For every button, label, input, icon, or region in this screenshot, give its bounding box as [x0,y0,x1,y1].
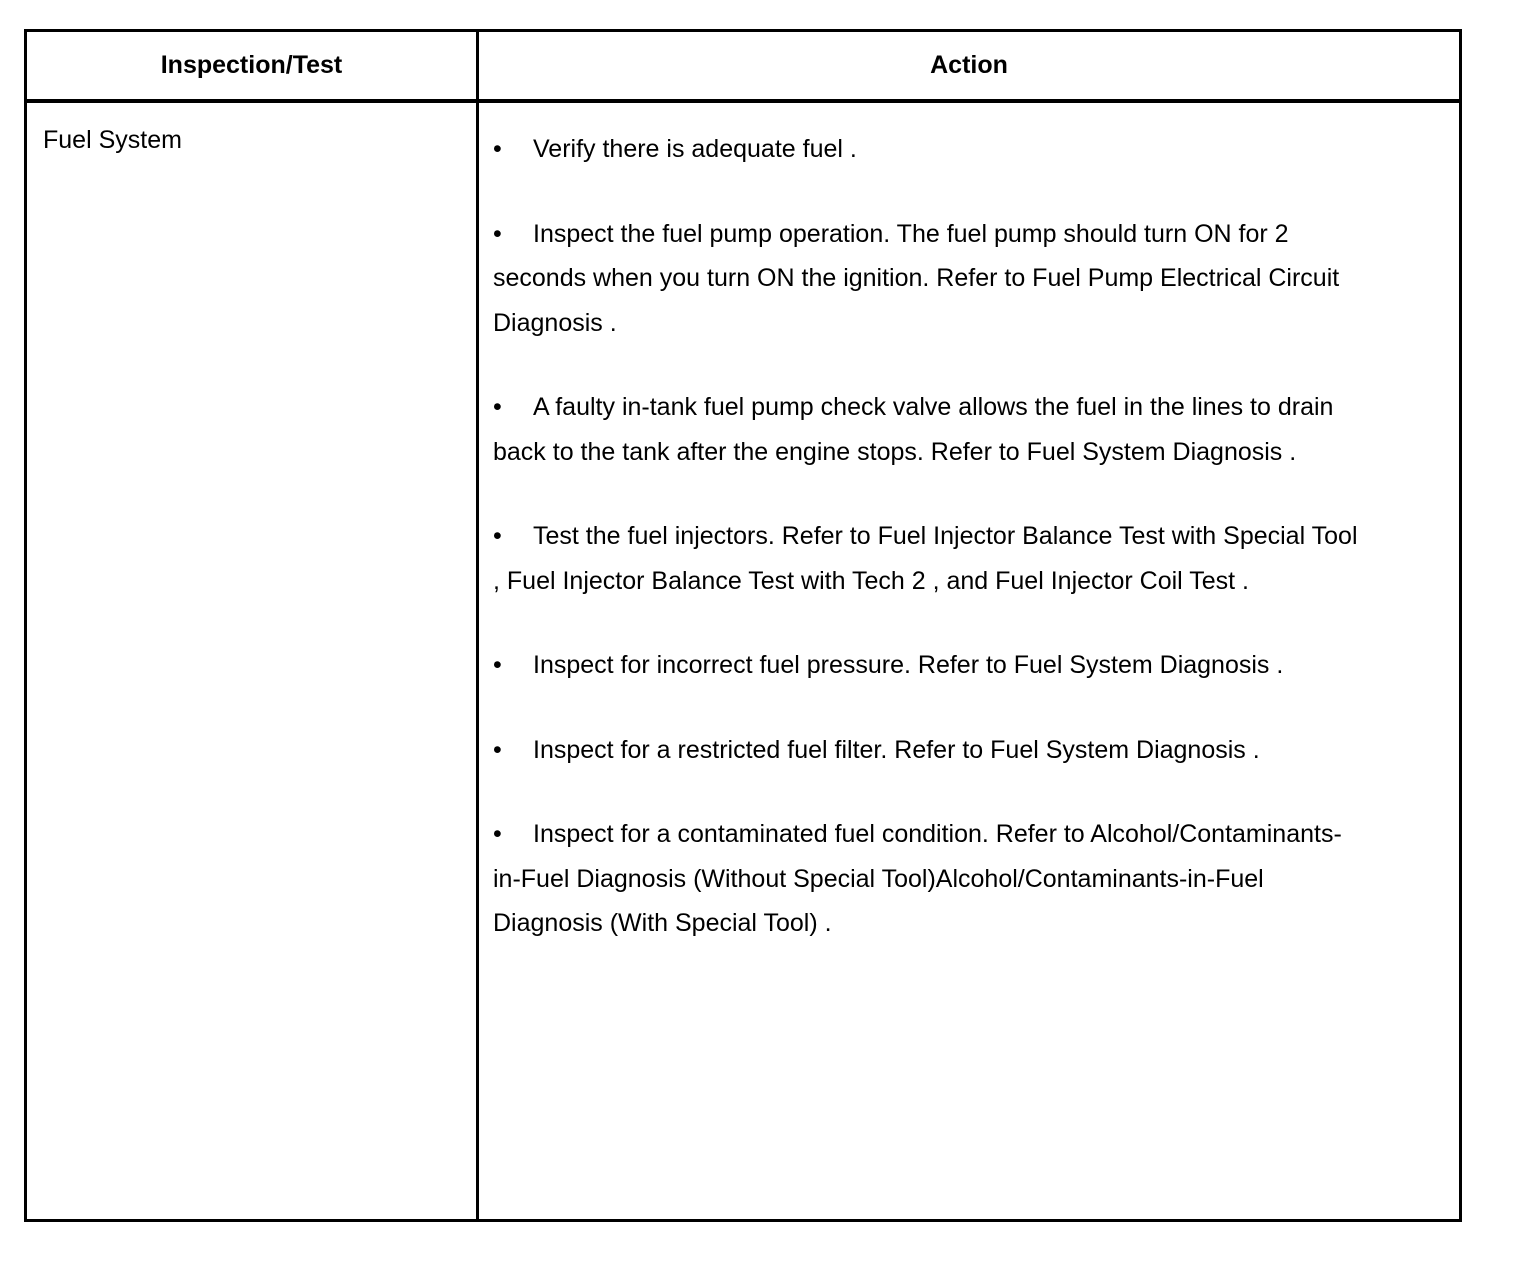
action-text: Inspect for a contaminated fuel condition. Refer to Alcohol/Contaminants-in-Fuel Diagnosis (Without Special Tool)Alcohol/Contaminants-in-Fuel Diagnosis (With Special Tool) . [493,820,1342,937]
inspection-table [24,29,1462,1222]
action-item [493,728,1363,773]
header-divider [27,99,1459,103]
action-item [493,514,1363,603]
header-action: Action [930,51,1008,79]
bullet: • [493,820,502,848]
bullet: • [493,219,502,248]
bullet: • [493,393,502,421]
action-text: Inspect for a restricted fuel filter. Refer to Fuel System Diagnosis . [533,735,1260,764]
action-cell [493,127,1363,986]
action-item [493,385,1363,474]
action-item [493,812,1363,946]
bullet: • [493,735,502,764]
action-item [493,212,1363,346]
action-text: Verify there is adequate fuel . [533,135,857,163]
action-item [493,127,1363,172]
bullet: • [493,135,502,163]
action-text: A faulty in-tank fuel pump check valve allows the fuel in the lines to drain back to the tank after the engine stops. Refer to Fuel System Diagnosis . [493,393,1334,466]
action-text: Test the fuel injectors. Refer to Fuel Injector Balance Test with Special Tool , Fuel Injector Balance Test with Tech 2 , and Fuel Injector Coil Test . [493,522,1358,595]
inspection-cell: Fuel System [43,126,182,154]
header-inspection-test: Inspection/Test [160,51,343,79]
column-divider [476,32,479,1219]
action-item [493,643,1363,688]
bullet: • [493,651,502,679]
action-text: Inspect for incorrect fuel pressure. Refer to Fuel System Diagnosis . [533,651,1284,679]
action-text: Inspect the fuel pump operation. The fuel pump should turn ON for 2 seconds when you turn ON the ignition. Refer to Fuel Pump Electrical Circuit Diagnosis . [493,219,1340,337]
bullet: • [493,522,502,550]
